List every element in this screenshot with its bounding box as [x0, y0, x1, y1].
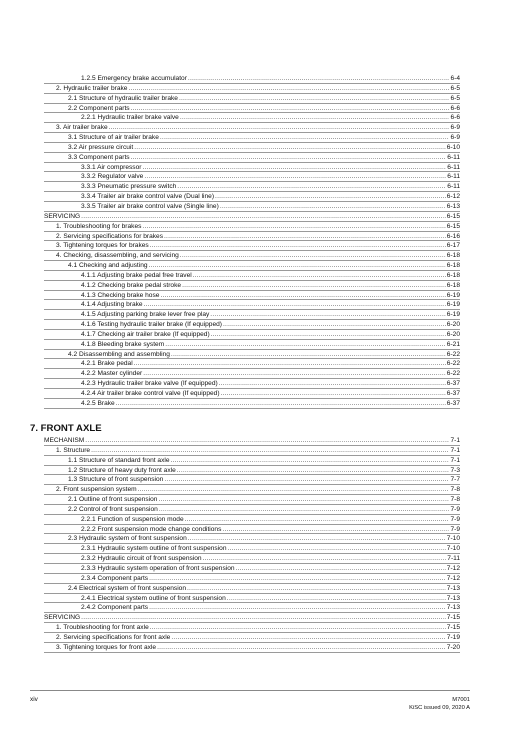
toc-entry: [44, 613, 460, 623]
toc-entry-title: 3.3.3 Pneumatic pressure switch: [81, 183, 177, 191]
toc-leader-dots: [143, 369, 446, 379]
toc-entry-title: 4.2.2 Master cylinder: [81, 370, 143, 378]
toc-entry: [44, 320, 460, 330]
toc-leader-dots: [180, 251, 446, 261]
toc-leader-dots: [81, 212, 446, 222]
footer-doc-code: M7001: [452, 697, 470, 703]
toc-leader-dots: [142, 163, 446, 173]
toc-leader-dots: [203, 554, 447, 564]
toc-entry: [44, 104, 460, 114]
toc-entry: [44, 643, 460, 653]
toc-leader-dots: [215, 192, 446, 202]
toc-entry: [44, 446, 460, 456]
toc-leader-dots: [171, 350, 446, 360]
toc-entry-page: 7-8: [450, 486, 460, 494]
toc-entry-title: 4. Checking, disassembling, and servicing: [56, 252, 179, 260]
toc-leader-dots: [131, 104, 450, 114]
toc-entry-title: 4.1.5 Adjusting parking brake lever free play: [81, 311, 210, 319]
toc-entry: [44, 153, 460, 163]
toc-leader-dots: [116, 399, 446, 409]
toc-entry: [44, 623, 460, 633]
toc-entry-page: 7-11: [447, 555, 460, 563]
toc-leader-dots: [193, 271, 446, 281]
toc-entry-title: SERVICING: [44, 614, 81, 622]
toc-entry: [44, 515, 460, 525]
toc-entry-title: 4.1.2 Checking brake pedal stroke: [81, 281, 182, 289]
footer-doc-info: [409, 696, 470, 712]
toc-leader-dots: [222, 525, 449, 535]
toc-entry-title: 4.2.4 Air trailer brake control valve (If equipped): [81, 390, 220, 397]
toc-entry: [44, 525, 460, 535]
toc-entry-title: 4.2.5 Brake: [81, 399, 115, 407]
toc-entry-page: 6-19: [446, 311, 460, 319]
toc-entry-page: 6-9: [450, 134, 460, 142]
toc-entry-title: 3.3.4 Trailer air brake control valve (Dual line): [81, 193, 215, 201]
toc-entry-title: 4.1.4 Adjusting brake: [81, 301, 143, 309]
toc-entry-title: 2.2 Control of front suspension: [68, 505, 158, 513]
toc-entry: [44, 222, 460, 232]
toc-leader-dots: [128, 84, 449, 94]
toc-leader-dots: [211, 330, 446, 340]
toc-entry: [44, 350, 460, 360]
toc-entry-title: 4.1.1 Adjusting brake pedal free travel: [81, 271, 192, 279]
toc-leader-dots: [150, 623, 446, 633]
toc-entry-page: 6-21: [446, 340, 460, 348]
toc-entry: [44, 261, 460, 271]
toc-entry-title: 1.2 Structure of heavy duty front axle: [68, 466, 176, 474]
toc-entry-title: 2.2.1 Hydraulic trailer brake valve: [81, 114, 179, 122]
toc-entry-title: MECHANISM: [44, 437, 85, 444]
toc-entry-page: 6-5: [450, 94, 460, 102]
toc-entry-title: SERVICING: [44, 212, 81, 220]
toc-entry: [44, 564, 460, 574]
toc-entry-title: 4.2.3 Hydraulic trailer brake valve (If equipped): [81, 380, 218, 388]
toc-entry-page: 7-15: [446, 614, 460, 622]
toc-leader-dots: [134, 143, 446, 153]
toc-entry: [44, 74, 460, 84]
footer-issue: KiSC issued 09, 2020 A: [409, 705, 470, 711]
toc-leader-dots: [134, 359, 446, 369]
toc-entry-page: 6-17: [446, 242, 460, 250]
toc-leader-dots: [185, 515, 450, 525]
toc-leader-dots: [160, 291, 445, 301]
toc-entry: [44, 212, 460, 222]
toc-leader-dots: [142, 222, 445, 232]
toc-entry-title: 2. Servicing specifications for brakes: [56, 232, 164, 240]
toc-entry: [44, 485, 460, 495]
toc-entry: [44, 300, 460, 310]
toc-entry-title: 1. Structure: [56, 446, 91, 454]
toc-entry-title: 2.3 Hydraulic system of front suspension: [68, 535, 187, 543]
toc-entry: [44, 594, 460, 604]
toc-leader-dots: [171, 456, 450, 466]
toc-entry-title: 4.1.7 Checking air trailer brake (If equipped): [81, 330, 210, 338]
toc-entry: [44, 475, 460, 485]
toc-entry-page: 7-9: [450, 505, 460, 513]
toc-entry-page: 7-1: [450, 446, 460, 454]
toc-entry-page: 7-3: [450, 466, 460, 474]
toc-entry: [44, 251, 460, 261]
toc-entry: [44, 340, 460, 350]
toc-entry-title: 1.2.5 Emergency brake accumulator: [81, 75, 187, 82]
toc-leader-dots: [220, 202, 446, 212]
toc-entry: [44, 271, 460, 281]
toc-entry-title: 2. Hydraulic trailer brake: [56, 84, 128, 92]
toc-entry: [44, 291, 460, 301]
chapter-title: 7. FRONT AXLE: [30, 423, 102, 434]
toc-entry-title: 2.2.2 Front suspension mode change conditions: [81, 525, 222, 533]
toc-entry-page: 6-4: [450, 75, 460, 82]
toc-entry-title: 2.2.1 Function of suspension mode: [81, 515, 184, 523]
toc-leader-dots: [177, 466, 450, 476]
toc-leader-dots: [149, 261, 446, 271]
toc-entry-title: 4.1.6 Testing hydraulic trailer brake (If equipped): [81, 321, 222, 329]
toc-entry-title: 3.3.2 Regulator valve: [81, 173, 144, 181]
toc-entry: [44, 330, 460, 340]
toc-entry-page: 6-20: [446, 330, 460, 338]
toc-leader-dots: [236, 564, 446, 574]
toc-entry-page: 6-13: [446, 202, 460, 210]
toc-entry-title: 2. Servicing specifications for front axle: [56, 633, 171, 641]
toc-entry-page: 6-37: [446, 399, 460, 407]
toc-entry: [44, 172, 460, 182]
toc-entry-page: 6-22: [446, 370, 460, 378]
toc-entry: [44, 113, 460, 123]
toc-entry: [44, 182, 460, 192]
toc-entry: [44, 399, 460, 409]
toc-entry: [44, 466, 460, 476]
toc-leader-dots: [182, 281, 446, 291]
toc-entry: [44, 241, 460, 251]
toc-leader-dots: [131, 153, 447, 163]
toc-entry-page: 7-1: [450, 456, 460, 464]
toc-entry-page: 7-12: [446, 574, 460, 582]
toc-leader-dots: [223, 320, 446, 330]
toc-entry-title: 4.2.1 Brake pedal: [81, 360, 133, 368]
toc-entry: [44, 554, 460, 564]
toc-leader-dots: [164, 475, 449, 485]
toc-leader-dots: [157, 643, 446, 653]
toc-entry-page: 6-20: [446, 321, 460, 329]
toc-leader-dots: [177, 182, 446, 192]
toc-entry-page: 7-19: [446, 633, 460, 641]
toc-leader-dots: [171, 633, 445, 643]
toc-section-brakes: [44, 74, 460, 409]
toc-entry: [44, 603, 460, 613]
toc-entry-title: 2.4.1 Electrical system outline of front suspension: [81, 594, 226, 602]
toc-leader-dots: [228, 544, 446, 554]
toc-entry-title: 2.3.3 Hydraulic system operation of front suspension: [81, 564, 235, 572]
toc-entry: [44, 192, 460, 202]
toc-entry: [44, 143, 460, 153]
toc-entry-title: 3.3 Component parts: [68, 153, 130, 161]
toc-leader-dots: [180, 113, 450, 123]
toc-entry: [44, 310, 460, 320]
toc-entry: [44, 505, 460, 515]
toc-entry-page: 6-6: [450, 114, 460, 122]
toc-entry: [44, 133, 460, 143]
toc-leader-dots: [179, 94, 450, 104]
toc-entry-page: 6-19: [446, 291, 460, 299]
toc-leader-dots: [109, 123, 450, 133]
toc-entry-title: 3.1 Structure of air trailer brake: [68, 134, 159, 142]
footer-divider: [30, 690, 470, 691]
toc-entry-page: 6-37: [446, 380, 460, 388]
toc-entry-title: 2.3.1 Hydraulic system outline of front suspension: [81, 545, 227, 553]
toc-leader-dots: [91, 446, 449, 456]
toc-entry-title: 4.1.8 Bleeding brake system: [81, 340, 165, 348]
toc-entry-page: 6-9: [450, 124, 460, 132]
toc-entry-page: 7-10: [446, 535, 460, 543]
toc-entry-title: 1.1 Structure of standard front axle: [68, 456, 170, 464]
toc-entry-page: 6-11: [447, 183, 460, 191]
toc-entry-page: 6-15: [446, 212, 460, 220]
toc-entry-title: 2.4 Electrical system of front suspension: [68, 584, 187, 592]
toc-entry-page: 6-12: [446, 193, 460, 201]
toc-leader-dots: [138, 485, 450, 495]
toc-leader-dots: [160, 133, 450, 143]
toc-leader-dots: [85, 436, 449, 446]
toc-section-front-axle: [44, 436, 460, 653]
toc-entry-page: 7-13: [446, 584, 460, 592]
toc-leader-dots: [219, 379, 446, 389]
toc-entry: [44, 359, 460, 369]
toc-entry-title: 3.3.1 Air compressor: [81, 163, 142, 171]
toc-entry: [44, 202, 460, 212]
toc-entry-page: 7-20: [446, 643, 460, 651]
toc-leader-dots: [81, 613, 446, 623]
toc-entry: [44, 379, 460, 389]
toc-leader-dots: [150, 241, 446, 251]
toc-entry-page: 6-22: [446, 360, 460, 368]
toc-entry-page: 6-18: [446, 271, 460, 279]
toc-entry-page: 6-22: [446, 350, 460, 358]
toc-entry-page: 6-18: [446, 281, 460, 289]
toc-leader-dots: [210, 310, 446, 320]
toc-entry-page: 6-5: [450, 84, 460, 92]
toc-entry-page: 7-13: [446, 604, 460, 612]
toc-entry-page: 7-9: [450, 525, 460, 533]
toc-entry-title: 3. Tightening torques for front axle: [56, 643, 157, 651]
toc-entry-page: 7-13: [446, 594, 460, 602]
toc-entry: [44, 94, 460, 104]
toc-entry-title: 3. Air trailer brake: [56, 124, 108, 132]
toc-leader-dots: [149, 574, 446, 584]
toc-entry: [44, 232, 460, 242]
toc-entry-page: 6-11: [447, 173, 460, 181]
toc-entry: [44, 456, 460, 466]
toc-entry-page: 6-18: [446, 252, 460, 260]
toc-entry-page: 6-15: [446, 222, 460, 230]
toc-entry-title: 3.3.5 Trailer air brake control valve (Single line): [81, 202, 219, 210]
toc-entry-page: 6-16: [446, 232, 460, 240]
toc-entry-title: 3.2 Air pressure circuit: [68, 143, 134, 151]
toc-entry-title: 3. Tightening torques for brakes: [56, 242, 149, 250]
toc-entry: [44, 369, 460, 379]
toc-entry-page: 6-19: [446, 301, 460, 309]
toc-entry-title: 1. Troubleshooting for brakes: [56, 222, 142, 230]
toc-entry: [44, 495, 460, 505]
toc-leader-dots: [221, 389, 446, 399]
toc-entry: [44, 584, 460, 594]
toc-entry: [44, 544, 460, 554]
toc-leader-dots: [158, 495, 449, 505]
toc-leader-dots: [188, 534, 446, 544]
toc-entry: [44, 281, 460, 291]
toc-entry-title: 1. Troubleshooting for front axle: [56, 624, 149, 632]
toc-entry-page: 7-1: [450, 437, 460, 444]
toc-leader-dots: [159, 505, 450, 515]
toc-entry: [44, 163, 460, 173]
toc-leader-dots: [164, 232, 446, 242]
toc-entry: [44, 436, 460, 446]
toc-leader-dots: [149, 603, 446, 613]
toc-entry-title: 1.3 Structure of front suspension: [68, 476, 164, 484]
toc-leader-dots: [165, 340, 446, 350]
toc-entry-page: 6-6: [450, 104, 460, 112]
toc-entry: [44, 84, 460, 94]
toc-entry-title: 2. Front suspension system: [56, 486, 137, 494]
toc-entry-page: 7-7: [450, 476, 460, 484]
toc-entry-title: 4.1 Checking and adjusting: [68, 262, 148, 270]
toc-entry-title: 4.2 Disassembling and assembling: [68, 350, 170, 358]
toc-entry: [44, 633, 460, 643]
toc-entry-title: 2.1 Structure of hydraulic trailer brake: [68, 94, 178, 102]
toc-entry-page: 6-11: [447, 163, 460, 171]
toc-entry-title: 2.3.2 Hydraulic circuit of front suspension: [81, 555, 202, 563]
toc-leader-dots: [144, 172, 446, 182]
toc-entry-page: 6-11: [447, 153, 460, 161]
toc-entry-title: 2.4.2 Component parts: [81, 604, 149, 612]
toc-entry-page: 7-8: [450, 496, 460, 504]
toc-entry-page: 6-10: [446, 143, 460, 151]
toc-entry: [44, 534, 460, 544]
toc-entry-page: 7-10: [446, 545, 460, 553]
toc-entry-title: 2.1 Outline of front suspension: [68, 496, 158, 504]
toc-leader-dots: [188, 74, 450, 84]
toc-entry: [44, 123, 460, 133]
toc-entry: [44, 389, 460, 399]
toc-leader-dots: [227, 594, 446, 604]
toc-entry-title: 4.1.3 Checking brake hose: [81, 291, 160, 299]
toc-entry-page: 6-37: [446, 390, 460, 397]
footer-page-number: xiv: [30, 696, 38, 703]
toc-entry-page: 7-12: [446, 564, 460, 572]
toc-leader-dots: [187, 584, 446, 594]
toc-entry-page: 6-18: [446, 262, 460, 270]
toc-entry: [44, 574, 460, 584]
toc-entry-page: 7-15: [446, 624, 460, 632]
toc-entry-title: 2.3.4 Component parts: [81, 574, 149, 582]
toc-entry-page: 7-9: [450, 515, 460, 523]
toc-entry-title: 2.2 Component parts: [68, 104, 130, 112]
toc-leader-dots: [144, 300, 446, 310]
